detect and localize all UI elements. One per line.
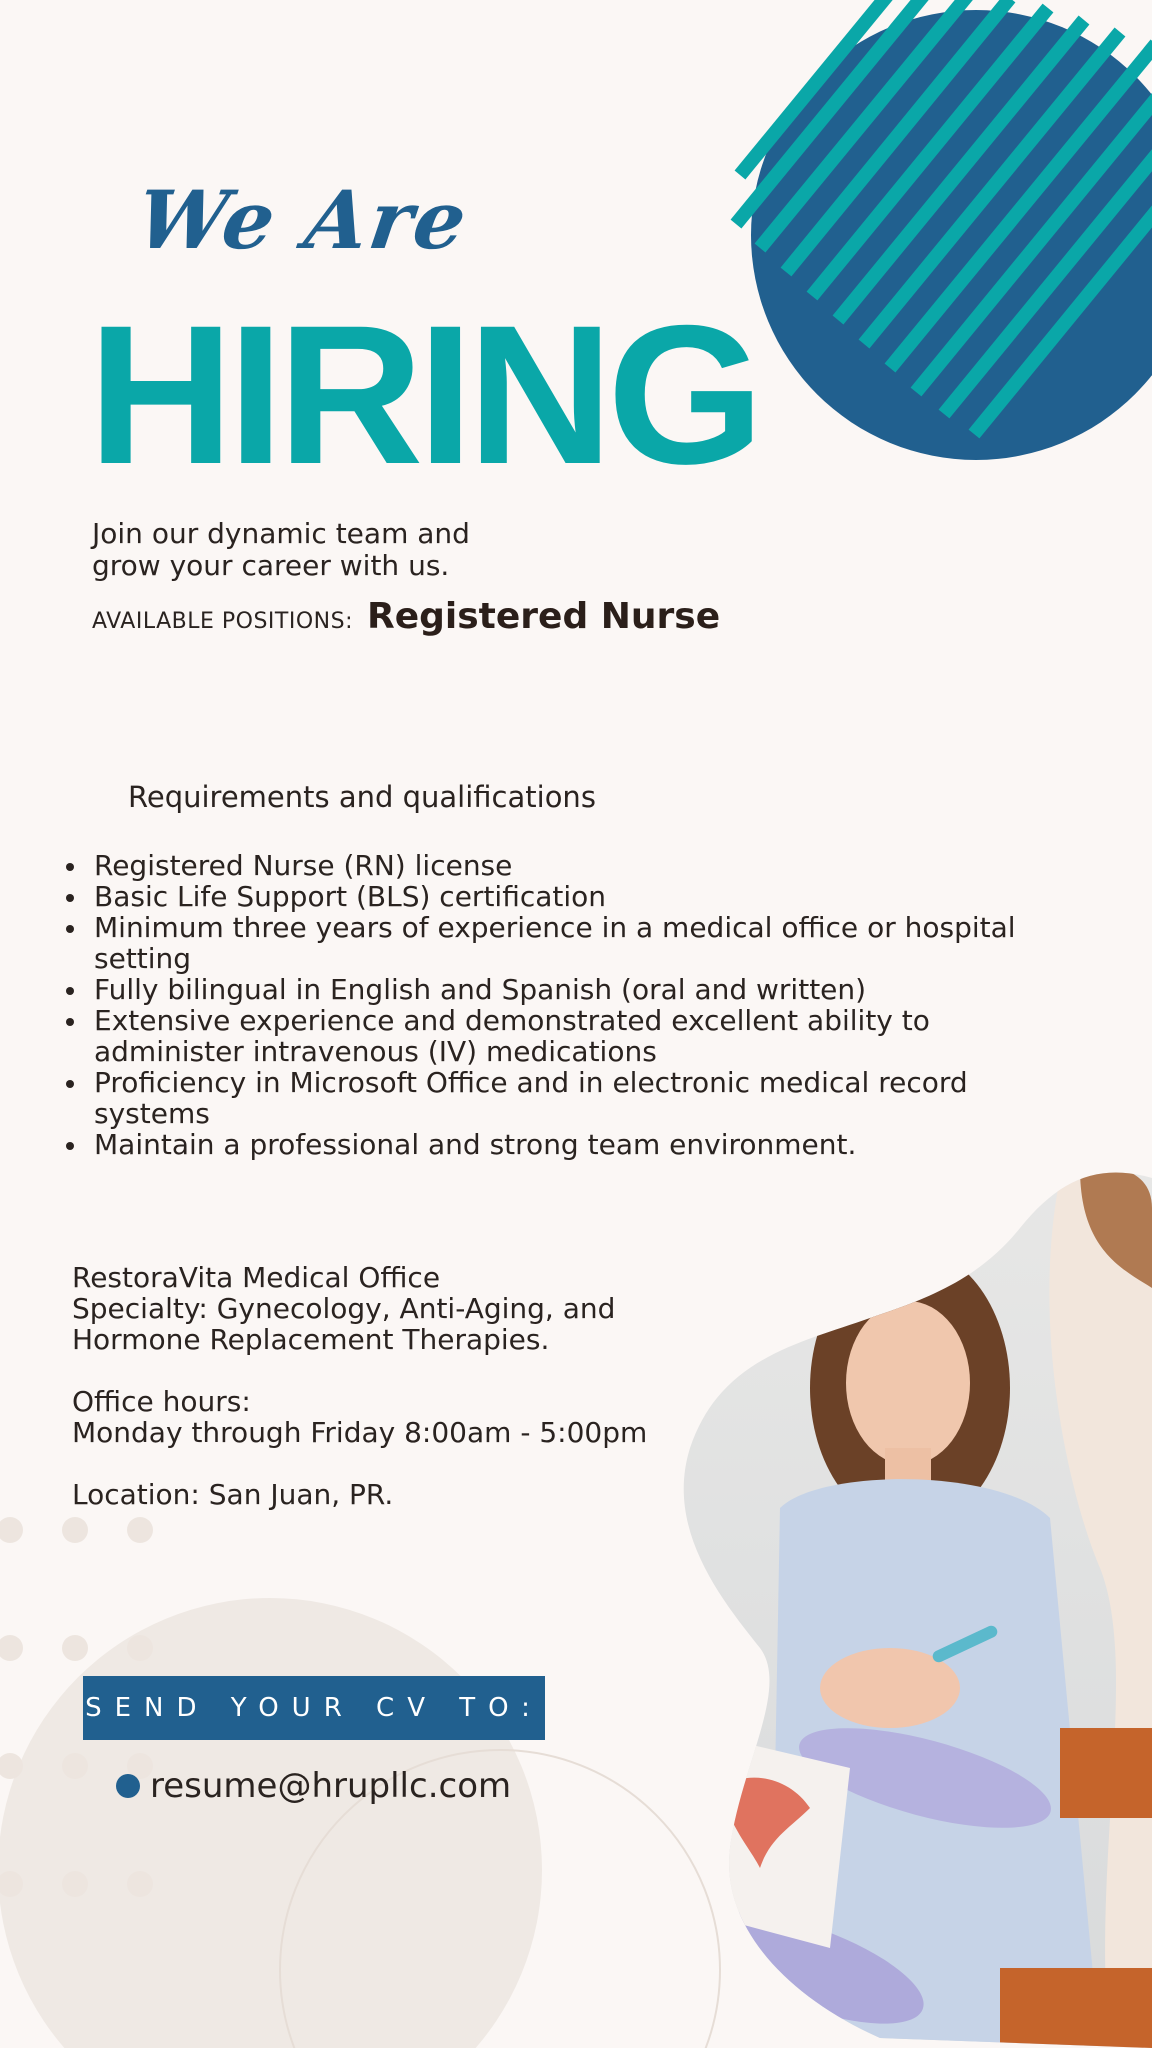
tagline-line: Join our dynamic team and [92,517,470,550]
requirements-heading: Requirements and qualifications [128,780,596,814]
requirement-item: Proficiency in Microsoft Office and in electronic medical record systems [62,1067,1042,1129]
tagline [92,518,592,582]
office-hours-label: Office hours: [72,1385,251,1418]
email-link[interactable]: resume@hrupllc.com [150,1766,512,1806]
bullet-dot-icon [116,1774,140,1798]
decorative-circle-stripes [700,0,1152,490]
requirement-item: Minimum three years of experience in a medical office or hospital setting [62,912,1042,974]
office-specialty: Specialty: Gynecology, Anti-Aging, and [72,1292,616,1325]
requirement-item: Fully bilingual in English and Spanish (oral and written) [62,974,1042,1005]
requirement-item: Basic Life Support (BLS) certification [62,881,1042,912]
office-specialty: Hormone Replacement Therapies. [72,1323,550,1356]
headline-script: We Are [131,173,474,267]
positions-label: AVAILABLE POSITIONS: [92,609,353,634]
email-row[interactable] [116,1766,511,1806]
positions-value: Registered Nurse [367,596,721,637]
office-name: RestoraVita Medical Office [72,1261,441,1294]
headline-hiring: HIRING [88,284,759,505]
office-info [72,1262,712,1510]
requirement-item: Extensive experience and demonstrated excellent ability to administer intravenous (IV) medications [62,1005,1042,1067]
requirements-list [62,850,1042,1160]
send-cv-banner: SEND YOUR CV TO: [83,1676,545,1740]
requirement-item: Registered Nurse (RN) license [62,850,1042,881]
requirement-item: Maintain a professional and strong team environment. [62,1129,1042,1160]
available-positions [92,596,720,637]
nurse-photo [680,1168,1152,2048]
office-location: Location: San Juan, PR. [72,1478,394,1511]
office-hours-value: Monday through Friday 8:00am - 5:00pm [72,1416,648,1449]
tagline-line: grow your career with us. [92,549,450,582]
